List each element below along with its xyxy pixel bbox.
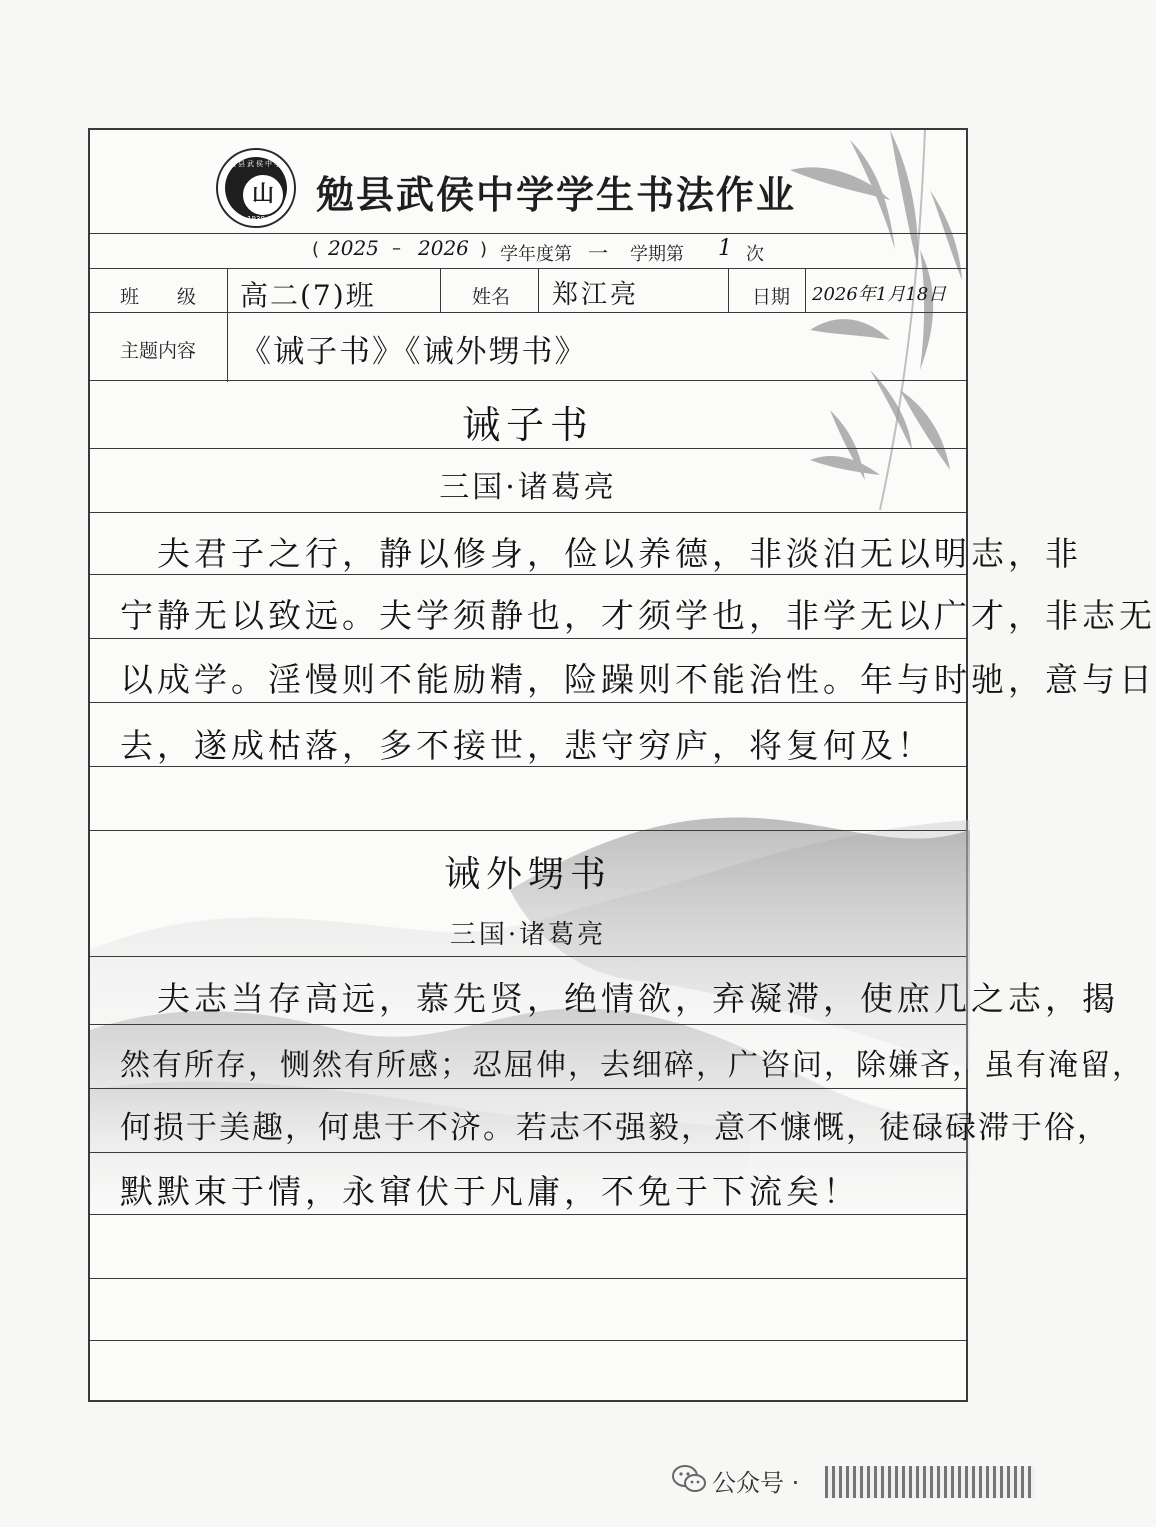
semester-value: 一 — [588, 241, 608, 265]
blurred-account-name — [825, 1466, 1035, 1498]
school-logo: 勉县武侯中学 ⼭ 1938 — [216, 148, 296, 228]
name-label: 姓名 — [472, 286, 511, 308]
piece2-author: 三国·诸葛亮 — [449, 920, 607, 950]
piece1-author: 三国·诸葛亮 — [439, 470, 617, 505]
piece2-line-3: 何损于美趣，何患于不济。若志不强毅，意不慷慨，徒碌碌滞于俗， — [120, 1110, 1110, 1146]
piece1-line-1: 夫君子之行，静以修身，俭以养德，非淡泊无以明志，非 — [120, 534, 1082, 573]
topic-label: 主题内容 — [120, 340, 197, 362]
piece2-line-2: 然有所存，恻然有所感；忍屈伸，去细碎，广咨问，除嫌吝，虽有淹留， — [120, 1048, 1144, 1083]
sheet-title: 勉县武侯中学学生书法作业 — [316, 172, 797, 217]
term-row: ( 2025 – 2026 ) 学年度第 一 学期第 1 次 — [312, 236, 764, 265]
piece1-line-2: 宁静无以致远。夫学须静也，才须学也，非学无以广才，非志无 — [120, 596, 1156, 635]
piece1-line-3: 以成学。淫慢则不能励精，险躁则不能治性。年与时驰，意与日 — [120, 660, 1156, 699]
wechat-icon — [672, 1464, 706, 1494]
date-label: 日期 — [752, 286, 791, 308]
piece2-line-1: 夫志当存高远，慕先贤，绝情欲，弃凝滞，使庶几之志，揭 — [120, 979, 1119, 1018]
piece1-line-4: 去，遂成枯落，多不接世，悲守穷庐，将复何及！ — [120, 726, 934, 765]
piece2-line-4: 默默束于情，永窜伏于凡庸，不免于下流矣！ — [120, 1172, 860, 1211]
year-start: 2025 — [328, 236, 379, 260]
topic-value: 《诫子书》《诫外甥书》 — [240, 334, 588, 370]
piece2-title: 诫外甥书 — [443, 854, 612, 895]
name-value: 郑江亮 — [552, 280, 640, 310]
year-end: 2026 — [418, 236, 469, 260]
piece1-title: 诫子书 — [461, 403, 594, 447]
wechat-account-label: 公众号 · — [712, 1469, 800, 1497]
homework-sheet — [88, 128, 1156, 1402]
date-value: 2026年1月18日 — [812, 284, 947, 305]
class-value: 高二(7)班 — [240, 279, 376, 312]
times-value: 1 — [718, 236, 732, 261]
class-label: 班 级 — [120, 286, 197, 308]
